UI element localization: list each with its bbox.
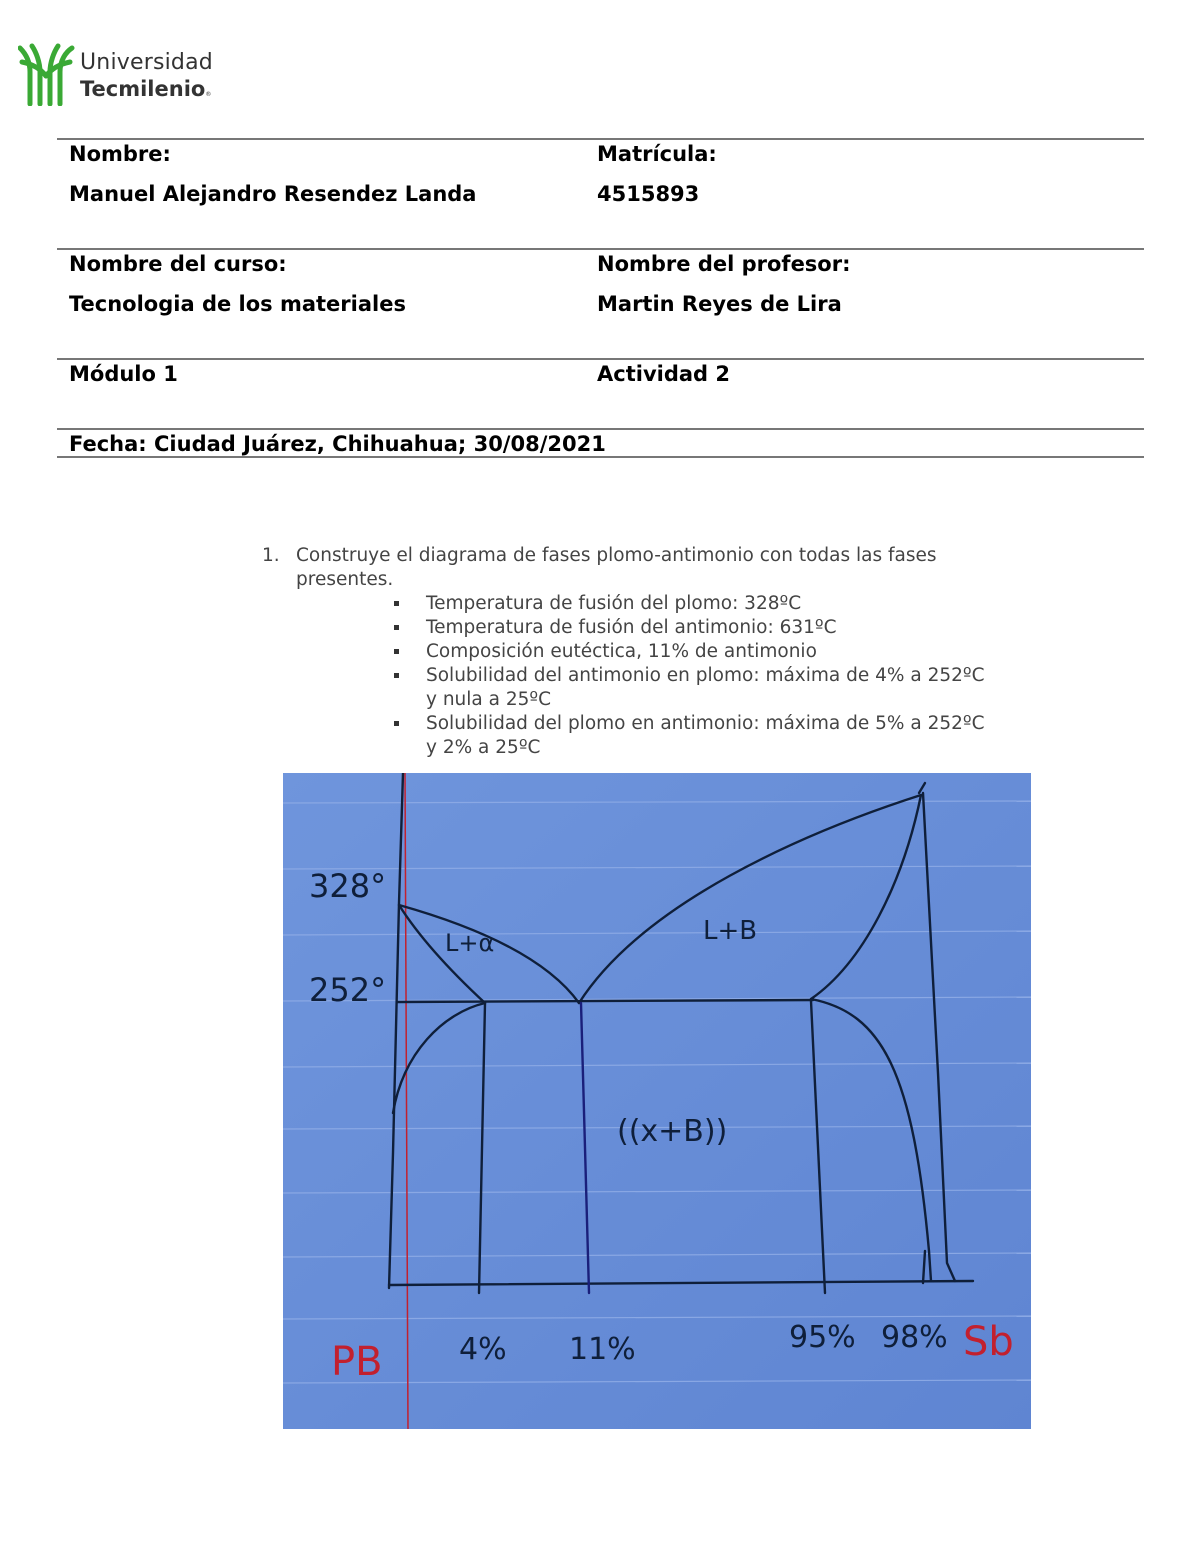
table-rule [57,248,1144,250]
region-alpha-beta-label: ((x+B)) [617,1114,728,1149]
bullet-square-icon [394,625,399,630]
profesor-label: Nombre del profesor: [597,252,851,276]
bullet-square-icon [394,721,399,726]
requirements-list [392,592,992,760]
x-label-sb: Sb [963,1319,1014,1365]
matricula-label: Matrícula: [597,142,717,166]
curso-value: Tecnologia de los materiales [69,292,406,316]
bullet-square-icon [394,673,399,678]
table-rule [57,138,1144,140]
bullet-square-icon [394,601,399,606]
fecha-value: Fecha: Ciudad Juárez, Chihuahua; 30/08/2021 [69,432,606,456]
list-item: Composición eutéctica, 11% de antimonio [392,640,992,664]
tecmilenio-logo [18,40,258,106]
temp-328-label: 328° [309,867,387,905]
region-l-b-label: L+B [703,916,758,946]
x-label-98: 98% [881,1320,948,1355]
curso-label: Nombre del curso: [69,252,287,276]
region-l-alpha-label: L+α [445,929,495,957]
hand-drawn-phase-diagram-photo [283,773,1031,1429]
logo-name-text: Tecmilenio® [80,77,212,101]
actividad-value: Actividad 2 [597,362,730,386]
temp-252-label: 252° [309,971,387,1009]
list-item: Solubilidad del antimonio en plomo: máxima de 4% a 252ºC y nula a 25ºC [392,664,992,712]
bullet-square-icon [394,649,399,654]
table-rule [57,456,1144,458]
x-label-pb: PB [331,1339,383,1385]
modulo-value: Módulo 1 [69,362,178,386]
logo-university-text: Universidad [80,50,213,75]
phase-diagram-svg [283,773,1031,1429]
table-rule [57,358,1144,360]
tecmilenio-tree-logo-icon [18,42,78,106]
matricula-value: 4515893 [597,182,700,206]
list-item: Temperatura de fusión del plomo: 328ºC [392,592,992,616]
list-item: Solubilidad del plomo en antimonio: máxima de 5% a 252ºC y 2% a 25ºC [392,712,992,760]
nombre-value: Manuel Alejandro Resendez Landa [69,182,477,206]
x-label-95: 95% [789,1320,856,1355]
question-text: Construye el diagrama de fases plomo-antimonio con todas las fases presentes. [296,545,937,590]
table-rule [57,428,1144,430]
profesor-value: Martin Reyes de Lira [597,292,842,316]
nombre-label: Nombre: [69,142,171,166]
x-label-4: 4% [459,1332,507,1367]
x-label-11: 11% [569,1332,636,1367]
question-number: 1. [262,545,280,566]
list-item: Temperatura de fusión del antimonio: 631ºC [392,616,992,640]
